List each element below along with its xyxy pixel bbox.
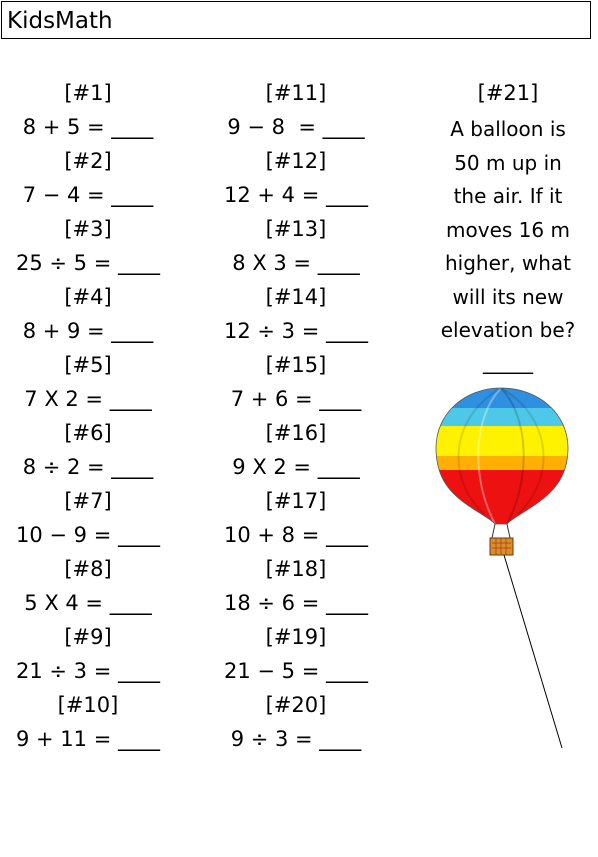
problem-14: [208, 284, 384, 352]
problem-column-1: [3, 80, 173, 760]
problem-number: [#18]: [265, 557, 327, 581]
problem-equation: 9 X 2 = ____: [232, 455, 360, 479]
problem-equation: 7 X 2 = ____: [24, 387, 152, 411]
word-problem-line: higher, what: [445, 251, 571, 275]
problem-equation: 21 − 5 = ____: [224, 659, 368, 683]
problem-5: [3, 352, 173, 420]
problem-equation: 5 X 4 = ____: [24, 591, 152, 615]
problem-number: [#7]: [64, 489, 112, 513]
word-problem-line: A balloon is: [450, 117, 566, 141]
answer-blank: _____: [483, 349, 533, 374]
problem-number: [#12]: [265, 149, 327, 173]
problem-number: [#13]: [265, 217, 327, 241]
problem-18: [208, 556, 384, 624]
problem-number: [#20]: [265, 693, 327, 717]
problem-number: [#3]: [64, 217, 112, 241]
problem-2: [3, 148, 173, 216]
problem-number: [#16]: [265, 421, 327, 445]
problem-15: [208, 352, 384, 420]
header-box: [1, 1, 591, 39]
problem-number: [#15]: [265, 353, 327, 377]
problem-9: [3, 624, 173, 692]
problem-number: [#17]: [265, 489, 327, 513]
problem-equation: 12 ÷ 3 = ____: [224, 319, 368, 343]
problem-number: [#1]: [64, 81, 112, 105]
problem-11: [208, 80, 384, 148]
problem-equation: 8 X 3 = ____: [232, 251, 360, 275]
problem-number: [#6]: [64, 421, 112, 445]
word-problem-line: moves 16 m: [446, 217, 570, 242]
word-problem-line: the air. If it: [453, 184, 563, 208]
problem-equation: 18 ÷ 6 = ____: [224, 591, 368, 615]
problem-number: [#8]: [64, 557, 112, 581]
problem-equation: 12 + 4 = ____: [224, 183, 368, 207]
problem-equation: 8 ÷ 2 = ____: [22, 455, 154, 479]
problem-19: [208, 624, 384, 692]
problem-20: [208, 692, 384, 760]
hot-air-balloon-icon: [434, 386, 574, 751]
problem-3: [3, 216, 173, 284]
problem-8: [3, 556, 173, 624]
problem-equation: 10 − 9 = ____: [16, 523, 160, 547]
problem-number: [#2]: [64, 149, 112, 173]
problem-number: [#4]: [64, 285, 112, 309]
page-title: KidsMath: [7, 8, 113, 34]
problem-equation: 21 ÷ 3 = ____: [16, 659, 160, 683]
problem-equation: 10 + 8 = ____: [224, 523, 368, 547]
problem-1: [3, 80, 173, 148]
problem-equation: 7 + 6 = ____: [230, 387, 362, 411]
problem-16: [208, 420, 384, 488]
word-problem-line: elevation be?: [440, 318, 576, 342]
problem-equation: 9 + 11 = ____: [16, 727, 160, 751]
problem-equation: 7 − 4 = ____: [22, 183, 154, 207]
problem-number: [#19]: [265, 625, 327, 649]
problem-17: [208, 488, 384, 556]
problem-number: [#14]: [265, 285, 327, 309]
problem-7: [3, 488, 173, 556]
word-problem-line: will its new: [452, 284, 564, 309]
problem-13: [208, 216, 384, 284]
problem-number: [#21]: [477, 81, 539, 105]
word-problem-line: 50 m up in: [454, 150, 562, 175]
problem-6: [3, 420, 173, 488]
word-problem: [428, 80, 588, 380]
problem-equation: 25 ÷ 5 = ____: [16, 251, 160, 275]
problem-number: [#10]: [57, 693, 119, 717]
problem-equation: 9 − 8 = ____: [227, 115, 365, 139]
problem-equation: 8 + 9 = ____: [22, 319, 154, 343]
problem-equation: 9 ÷ 3 = ____: [230, 727, 362, 751]
problem-4: [3, 284, 173, 352]
problem-12: [208, 148, 384, 216]
problem-number: [#5]: [64, 353, 112, 377]
problem-column-2: [208, 80, 384, 760]
problem-number: [#11]: [265, 81, 327, 105]
problem-equation: 8 + 5 = ____: [22, 115, 154, 139]
problem-10: [3, 692, 173, 760]
problem-number: [#9]: [64, 625, 112, 649]
